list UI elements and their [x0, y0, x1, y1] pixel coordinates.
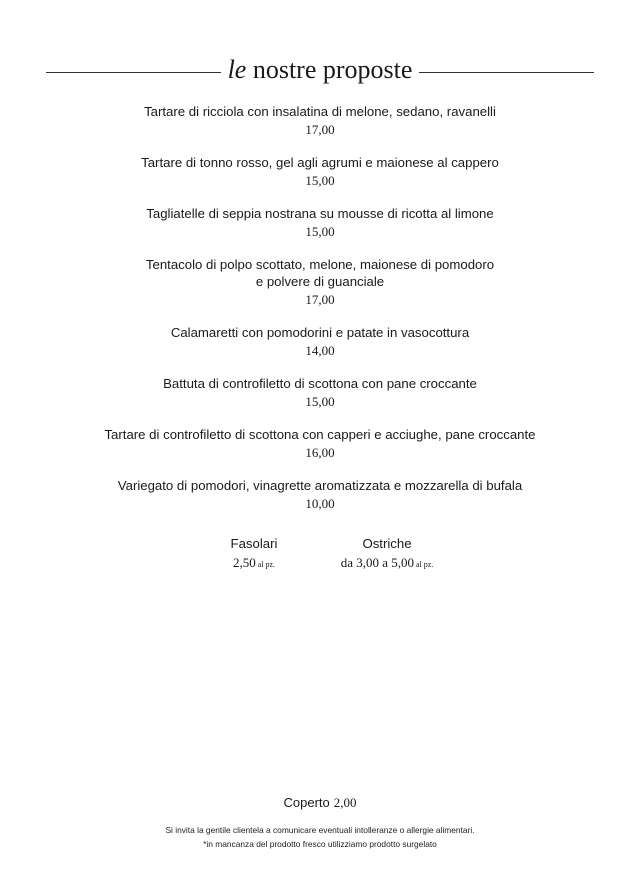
- header-rule-left: [46, 72, 221, 73]
- extras-section: [0, 535, 640, 585]
- dish-price: 15,00: [305, 224, 335, 239]
- dish-price: 14,00: [305, 343, 335, 358]
- menu-item: [0, 375, 640, 411]
- dish-name-line2: e polvere di guanciale: [255, 274, 385, 289]
- title-rest: nostre proposte: [252, 55, 413, 84]
- coperto-label: Coperto: [283, 795, 330, 810]
- extra-name: Ostriche: [362, 536, 412, 551]
- menu-item: [0, 477, 640, 513]
- extra-ostriche: [318, 535, 456, 575]
- menu-item: [0, 426, 640, 462]
- extra-price: 2,50: [232, 555, 256, 570]
- coperto-price: 2,00: [333, 795, 357, 810]
- menu-list: [0, 103, 640, 528]
- allergy-note: Si invita la gentile clientela a comunicare eventuali intolleranze o allergie alimentari.: [165, 825, 475, 835]
- extra-unit: al pz.: [257, 560, 276, 569]
- dish-price: 15,00: [305, 394, 335, 409]
- menu-item: [0, 205, 640, 241]
- dish-name: Battuta di controfiletto di scottona con pane croccante: [163, 376, 477, 391]
- extra-price-line: [204, 553, 304, 575]
- dish-price: 16,00: [305, 445, 335, 460]
- menu-item: [0, 256, 640, 309]
- header-rule-right: [419, 72, 594, 73]
- menu-item: [0, 154, 640, 190]
- title-italic: le: [227, 55, 247, 84]
- dish-name: Variegato di pomodori, vinagrette aromatizzata e mozzarella di bufala: [117, 478, 523, 493]
- dish-name: Tartare di tonno rosso, gel agli agrumi e maionese al cappero: [141, 155, 499, 170]
- dish-name: Tartare di controfiletto di scottona con capperi e acciughe, pane croccante: [104, 427, 536, 442]
- dish-name: Tentacolo di polpo scottato, melone, maionese di pomodoro: [145, 257, 495, 272]
- dish-price: 15,00: [305, 173, 335, 188]
- frozen-note: *in mancanza del prodotto fresco utilizziamo prodotto surgelato: [203, 839, 437, 849]
- menu-item: [0, 324, 640, 360]
- coperto-line: [0, 795, 640, 811]
- extra-price-line: [318, 553, 456, 575]
- dish-name: Calamaretti con pomodorini e patate in vasocottura: [170, 325, 470, 340]
- dish-price: 17,00: [305, 122, 335, 137]
- dish-name: Tartare di ricciola con insalatina di melone, sedano, ravanelli: [144, 104, 496, 119]
- page-title: [221, 55, 420, 85]
- extra-unit: al pz.: [415, 560, 434, 569]
- dish-price: 10,00: [305, 496, 335, 511]
- extra-fasolari: [204, 535, 304, 575]
- dish-name: Tagliatelle di seppia nostrana su mousse di ricotta al limone: [146, 206, 494, 221]
- dish-price: 17,00: [305, 292, 335, 307]
- menu-header: [46, 52, 594, 88]
- extra-name: Fasolari: [230, 536, 278, 551]
- menu-item: [0, 103, 640, 139]
- extra-price: da 3,00 a 5,00: [340, 555, 414, 570]
- footer-notes: [0, 823, 640, 851]
